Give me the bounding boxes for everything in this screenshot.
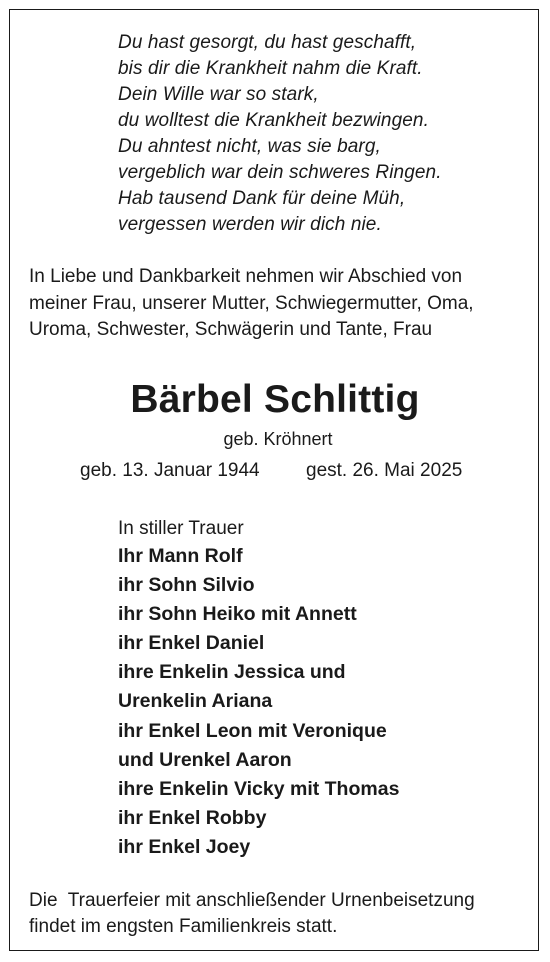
mourners-heading: In stiller Trauer <box>118 518 244 539</box>
mourner-name: ihr Enkel Joey <box>118 835 251 858</box>
poem <box>118 30 538 238</box>
intro-line: In Liebe und Dankbarkeit nehmen wir Abschied von <box>29 266 463 287</box>
poem-line: Hab tausend Dank für deine Müh, <box>118 188 406 209</box>
mourner-name: und Urenkel Aaron <box>118 748 292 771</box>
mourner-name: ihre Enkelin Vicky mit Thomas <box>118 777 400 800</box>
deceased-name: Bärbel Schlittig <box>130 378 420 421</box>
mourner-name: Urenkelin Ariana <box>118 690 273 713</box>
intro-text <box>29 264 529 344</box>
mourner-name: ihre Enkelin Jessica und <box>118 661 346 684</box>
mourner-name: ihr Enkel Leon mit Veronique <box>118 719 387 742</box>
mourners-list <box>118 516 538 862</box>
death-date: gest. 26. Mai 2025 <box>306 460 463 481</box>
poem-line: bis dir die Krankheit nahm die Kraft. <box>118 58 423 79</box>
mourner-name: ihr Enkel Daniel <box>118 632 265 655</box>
intro-line: meiner Frau, unserer Mutter, Schwiegermutter, Oma, <box>29 292 474 314</box>
poem-line: du wolltest die Krankheit bezwingen. <box>118 110 429 131</box>
intro-line: Uroma, Schwester, Schwägerin und Tante, Frau <box>29 319 433 340</box>
mourner-name: ihr Enkel Robby <box>118 806 267 829</box>
maiden-name: geb. Kröhnert <box>223 429 333 449</box>
mourner-name: Ihr Mann Rolf <box>118 545 243 567</box>
poem-line: Dein Wille war so stark, <box>118 84 319 105</box>
mourner-name: ihr Sohn Silvio <box>118 574 255 597</box>
poem-line: Du ahntest nicht, was sie barg, <box>118 136 381 157</box>
poem-line: vergessen werden wir dich nie. <box>118 214 382 235</box>
poem-line: vergeblich war dein schweres Ringen. <box>118 162 442 183</box>
closing-line: Die Trauerfeier mit anschließender Urnenbeisetzung <box>29 890 475 911</box>
mourner-name: ihr Sohn Heiko mit Annett <box>118 603 357 626</box>
closing-text <box>29 888 529 940</box>
birth-date: geb. 13. Januar 1944 <box>80 460 260 481</box>
poem-line: Du hast gesorgt, du hast geschafft, <box>118 32 417 53</box>
closing-line: findet im engsten Familienkreis statt. <box>29 916 338 937</box>
